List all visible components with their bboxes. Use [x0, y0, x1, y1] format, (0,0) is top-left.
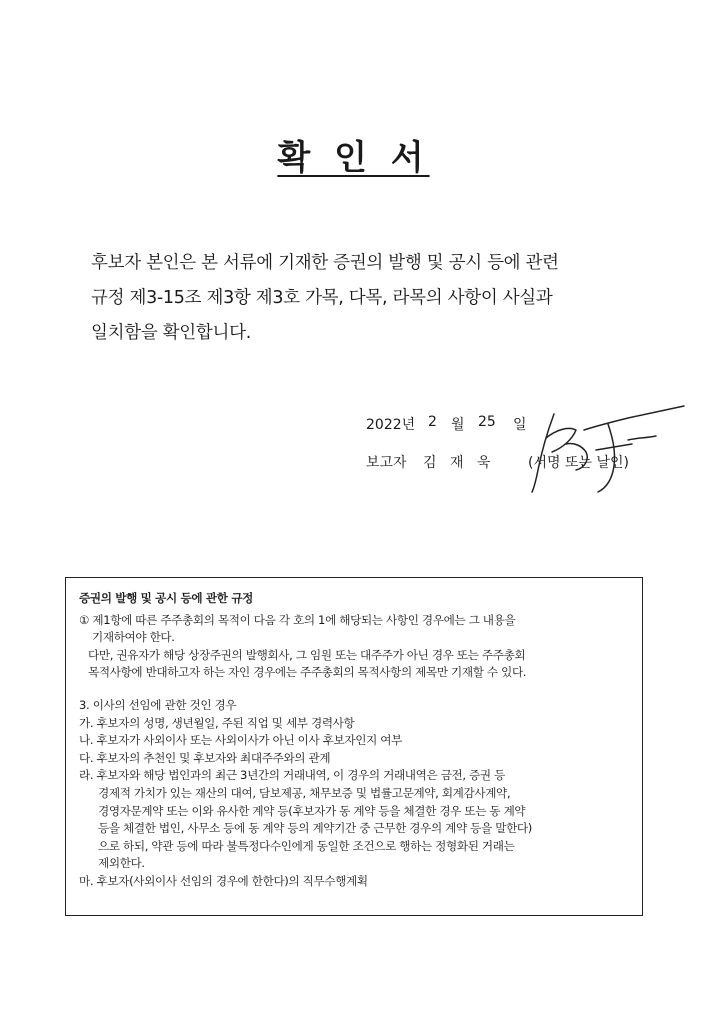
- document-title-text: 확 인 서: [277, 138, 430, 178]
- regulation-line: 제외한다.: [98, 856, 145, 871]
- handwritten-signature: [516, 400, 696, 495]
- sign-note: (서명 또는 날인): [528, 455, 629, 471]
- date-day: 25: [478, 414, 496, 430]
- reporter-name-char: 욱: [477, 455, 491, 471]
- regulation-subitem: 가. 후보자의 성명, 생년월일, 주된 직업 및 세부 경력사항: [79, 715, 355, 730]
- regulation-line: ① 제1항에 따른 주주총회의 목적이 다음 각 호의 1에 해당되는 사항인 경우에는 그 내용을: [79, 612, 516, 627]
- regulation-line: 등을 체결한 법인, 사무소 등에 동 계약 등의 계약기간 중 근무한 경우의 계약 등을 말한다): [98, 821, 532, 836]
- reporter-name-char: 김: [423, 455, 437, 471]
- regulation-item: 3. 이사의 선임에 관한 것인 경우: [79, 697, 237, 712]
- regulation-line: 목적사항에 반대하고자 하는 자인 경우에는 주주총회의 목적사항의 제목만 기재할 수 있다.: [88, 665, 527, 680]
- regulation-line: 으로 하되, 약관 등에 따라 불특정다수인에게 동일한 조건으로 행하는 정형화된 거래는: [98, 838, 515, 853]
- confirmation-statement: [91, 246, 651, 351]
- regulation-subitem: 라. 후보자와 해당 법인과의 최근 3년간의 거래내역, 이 경우의 거래내역은 금전, 증권 등: [79, 768, 505, 783]
- regulation-title: 증권의 발행 및 공시 등에 관한 규정: [79, 591, 254, 605]
- regulation-line: 기재하여야 한다.: [92, 630, 175, 645]
- regulation-line: 경영자문계약 또는 이와 유사한 계약 등(후보자가 동 계약 등을 체결한 경우 또는 동 계약: [98, 803, 526, 818]
- reporter-name-char: 재: [450, 455, 464, 471]
- date-year: 2022년: [366, 417, 416, 433]
- regulation-subitem: 마. 후보자(사외이사 선임의 경우에 한한다)의 직무수행계획: [79, 873, 368, 888]
- regulation-line: 경제적 가치가 있는 재산의 대여, 담보제공, 채무보증 및 법률고문계약, 회계감사계약,: [98, 785, 511, 800]
- date-month: 2: [428, 414, 437, 430]
- confirmation-line: 후보자 본인은 본 서류에 기재한 증권의 발행 및 공시 등에 관련: [91, 253, 559, 273]
- regulation-text: [79, 590, 639, 891]
- reporter-label: 보고자: [366, 455, 407, 471]
- confirmation-line: 규정 제3-15조 제3항 제3호 가목, 다목, 라목의 사항이 사실과: [91, 288, 553, 308]
- date-month-unit: 월: [451, 417, 465, 433]
- date-day-unit: 일: [513, 417, 527, 433]
- confirmation-line: 일치함을 확인합니다.: [91, 323, 251, 343]
- document-title: [0, 130, 707, 179]
- regulation-subitem: 다. 후보자의 추천인 및 후보자와 최대주주와의 관계: [79, 750, 331, 765]
- regulation-line: 다만, 권유자가 해당 상장주권의 발행회사, 그 임원 또는 대주주가 아닌 경우 또는 주주총회: [88, 647, 526, 662]
- regulation-subitem: 나. 후보자가 사외이사 또는 사외이사가 아닌 이사 후보자인지 여부: [79, 733, 402, 748]
